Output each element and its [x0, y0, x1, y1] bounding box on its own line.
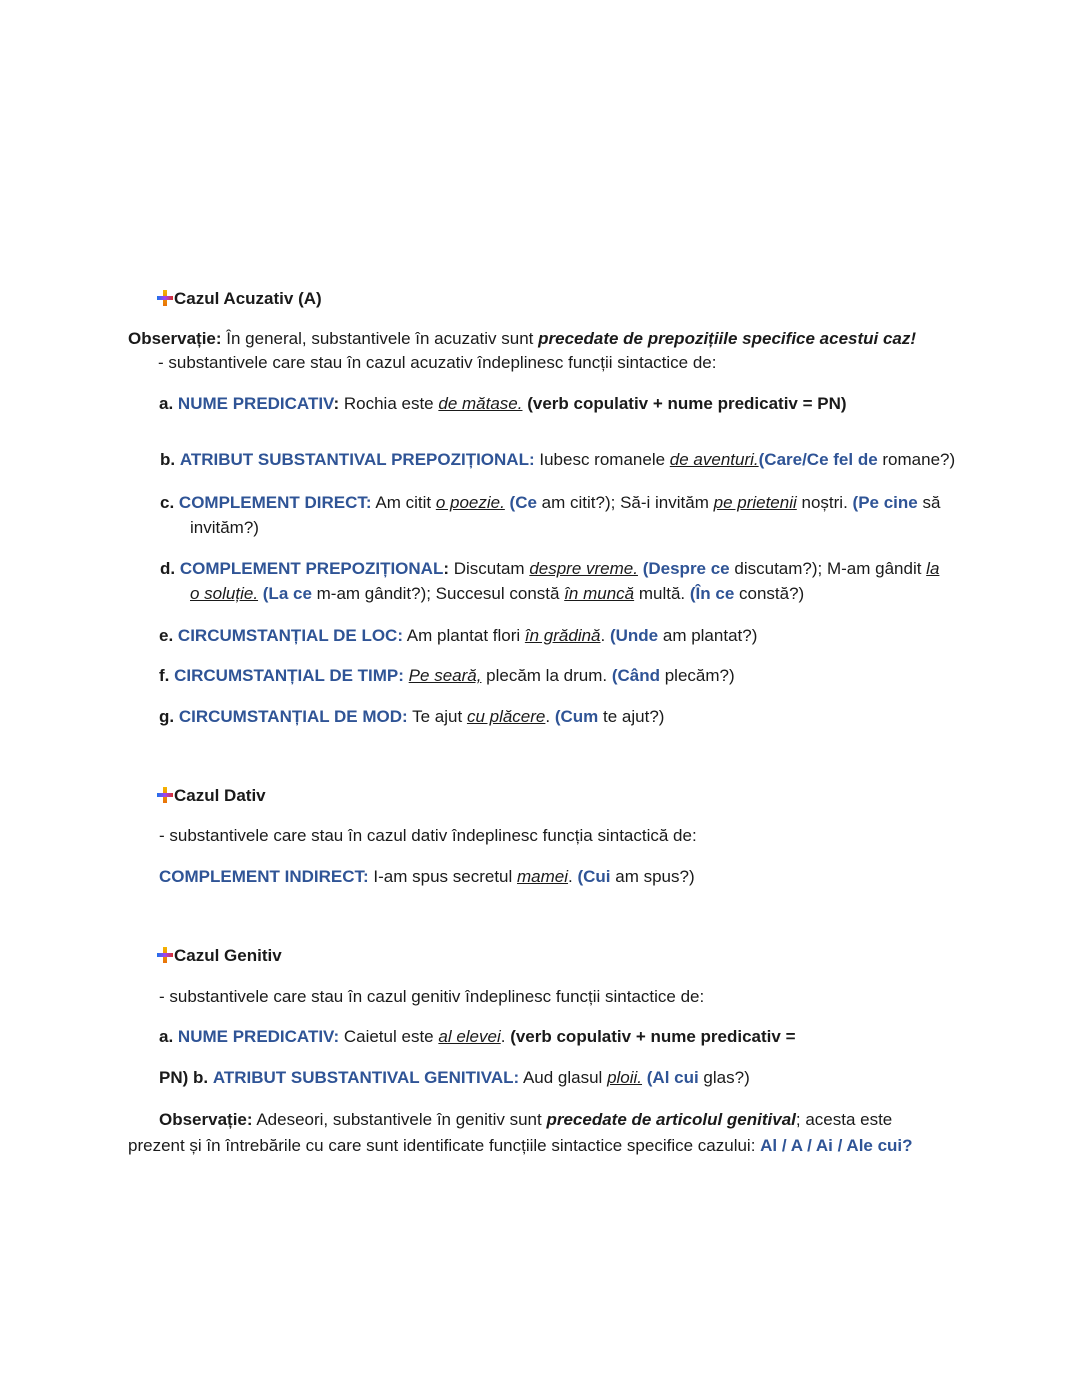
acuzativ-intro: - substantivele care stau în cazul acuzativ îndeplinesc funcții sintactice de:: [158, 353, 717, 372]
acuzativ-item-d: d. COMPLEMENT PREPOZIȚIONAL: Discutam despre vreme. (Despre ce discutam?); M-am gândit la: [160, 559, 940, 578]
acuzativ-item-f: f. CIRCUMSTANȚIAL DE TIMP: Pe seară, plecăm la drum. (Când plecăm?): [159, 666, 735, 685]
acuzativ-item-g: g. CIRCUMSTANȚIAL DE MOD: Te ajut cu plăcere. (Cum te ajut?): [159, 707, 665, 726]
acuzativ-observation: Observație: În general, substantivele în acuzativ sunt precedate de prepozițiile specifice acestui caz!: [128, 329, 917, 348]
star-bullet-icon: [157, 787, 173, 803]
dativ-heading: Cazul Dativ: [157, 783, 266, 809]
acuzativ-item-d-cont: o soluție. (La ce m-am gândit?); Succesul constă în muncă multă. (În ce constă?): [190, 584, 805, 603]
acuzativ-item-a: a. NUME PREDICATIV: Rochia este de mătase. (verb copulativ + nume predicativ = PN): [159, 394, 847, 413]
genitiv-intro: - substantivele care stau în cazul genitiv îndeplinesc funcții sintactice de:: [159, 987, 705, 1006]
acuzativ-item-e: e. CIRCUMSTANȚIAL DE LOC: Am plantat flori în grădină. (Unde am plantat?): [159, 626, 758, 645]
acuzativ-item-b: b. ATRIBUT SUBSTANTIVAL PREPOZIȚIONAL: Iubesc romanele de aventuri.(Care/Ce fel de romane?): [160, 450, 956, 469]
acuzativ-item-c-cont: invităm?): [190, 518, 259, 537]
dativ-item: COMPLEMENT INDIRECT: I-am spus secretul mamei. (Cui am spus?): [159, 867, 695, 886]
genitiv-observation: Observație: Adeseori, substantivele în genitiv sunt precedate de articolul genitival; acesta este: [159, 1110, 893, 1129]
dativ-intro: - substantivele care stau în cazul dativ îndeplinesc funcția sintactică de:: [159, 826, 697, 845]
genitiv-heading: Cazul Genitiv: [157, 943, 282, 969]
acuzativ-item-c: c. COMPLEMENT DIRECT: Am citit o poezie. (Ce am citit?); Să-i invităm pe prietenii noștri. (Pe cine să: [160, 493, 941, 512]
genitiv-observation-cont: prezent și în întrebările cu care sunt identificate funcțiile sintactice specifice cazului: Al / A / Ai / Ale cui?: [128, 1136, 913, 1155]
genitiv-item-a: a. NUME PREDICATIV: Caietul este al elevei. (verb copulativ + nume predicativ =: [159, 1027, 796, 1046]
star-bullet-icon: [157, 290, 173, 306]
star-bullet-icon: [157, 947, 173, 963]
acuzativ-heading: Cazul Acuzativ (A): [157, 286, 322, 312]
genitiv-item-b: PN) b. ATRIBUT SUBSTANTIVAL GENITIVAL: Aud glasul ploii. (Al cui glas?): [159, 1068, 750, 1087]
